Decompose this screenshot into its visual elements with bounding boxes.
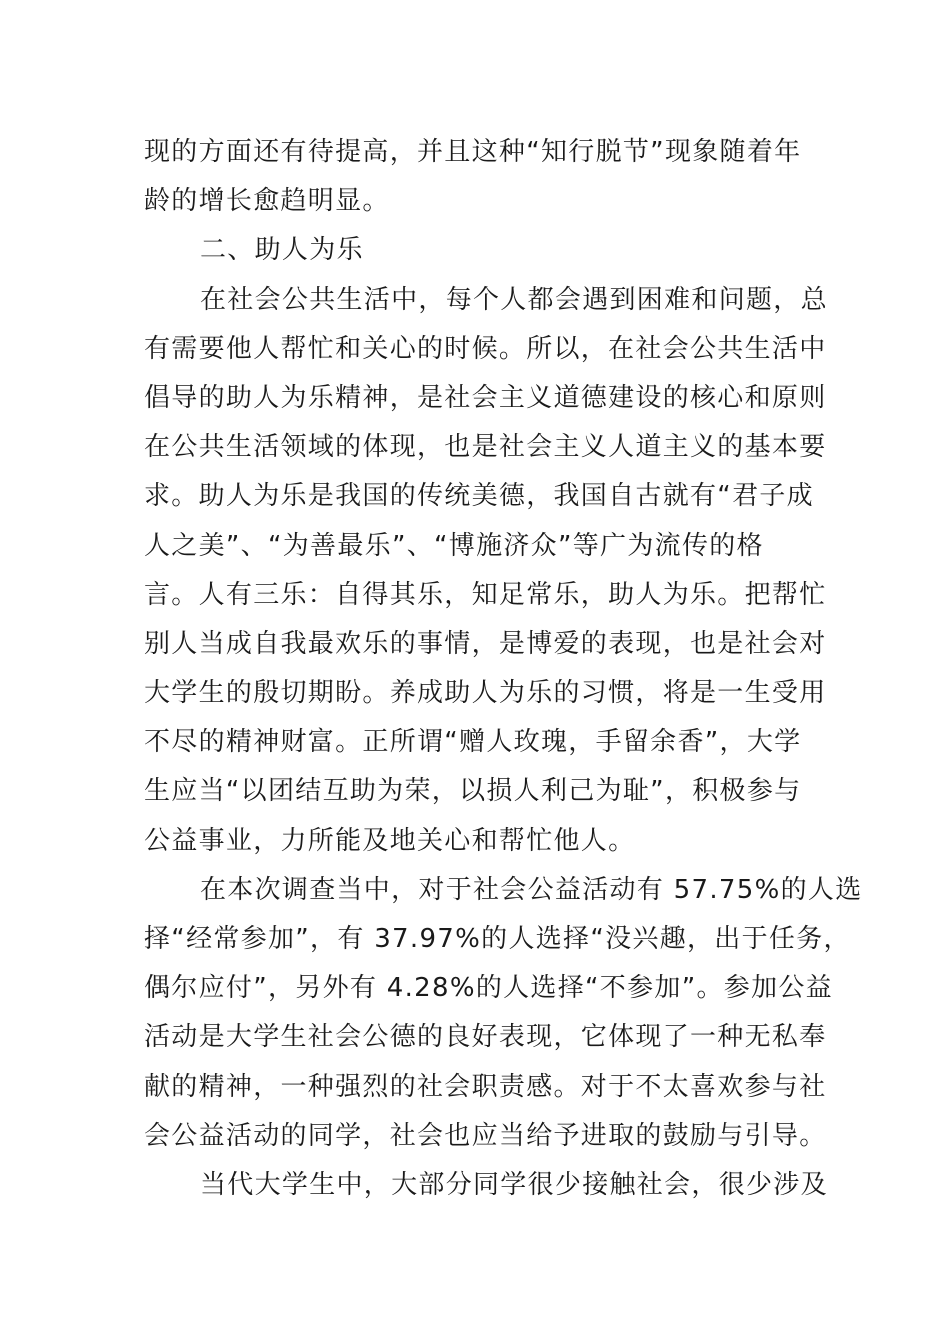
text-line: 献的精神，一种强烈的社会职责感。对于不太喜欢参与社 [144, 1071, 827, 1102]
text-line: 人之美”、“为善最乐”、“博施济众”等广为流传的格 [144, 530, 764, 561]
text-line: 公益事业，力所能及地关心和帮忙他人。 [144, 825, 636, 856]
text-line: 大学生的殷切期盼。养成助人为乐的习惯，将是一生受用 [144, 678, 827, 709]
text-line: 在公共生活领域的体现，也是社会主义人道主义的基本要 [144, 432, 827, 463]
text-line: 活动是大学生社会公德的良好表现，它体现了一种无私奉 [144, 1022, 827, 1053]
paragraph-survey-results [144, 866, 863, 1161]
text-line: 言。人有三乐：自得其乐，知足常乐，助人为乐。把帮忙 [144, 579, 827, 610]
text-line: 倡导的助人为乐精神，是社会主义道德建设的核心和原则 [144, 382, 827, 413]
text-line: 偶尔应付”，另外有 4.28%的人选择“不参加”。参加公益 [144, 973, 833, 1004]
text-line: 当代大学生中，大部分同学很少接触社会，很少涉及 [200, 1169, 828, 1200]
text-line: 不尽的精神财富。正所谓“赠人玫瑰，手留余香”，大学 [144, 727, 802, 758]
text-line: 现的方面还有待提高，并且这种“知行脱节”现象随着年 [144, 137, 802, 167]
heading-text: 二、助人为乐 [200, 235, 364, 266]
text-line: 择“经常参加”，有 37.97%的人选择“没兴趣，出于任务， [144, 924, 851, 954]
text-line: 在本次调查当中，对于社会公益活动有 57.75%的人选 [200, 874, 863, 905]
paragraph-continuation [144, 128, 834, 226]
section-heading [144, 226, 834, 275]
text-line: 龄的增长愈趋明显。 [144, 186, 390, 217]
document-body [144, 128, 863, 1210]
text-line: 别人当成自我最欢乐的事情，是博爱的表现，也是社会对 [144, 628, 827, 659]
text-line: 有需要他人帮忙和关心的时候。所以，在社会公共生活中 [144, 333, 827, 364]
paragraph-contemporary-students [144, 1161, 834, 1210]
text-line: 在社会公共生活中，每个人都会遇到困难和问题，总 [200, 284, 828, 315]
paragraph-helping-others [144, 276, 834, 866]
text-line: 会公益活动的同学，社会也应当给予进取的鼓励与引导。 [144, 1120, 827, 1151]
text-line: 求。助人为乐是我国的传统美德，我国自古就有“君子成 [144, 481, 814, 512]
text-line: 生应当“以团结互助为荣，以损人利己为耻”，积极参与 [144, 776, 802, 807]
